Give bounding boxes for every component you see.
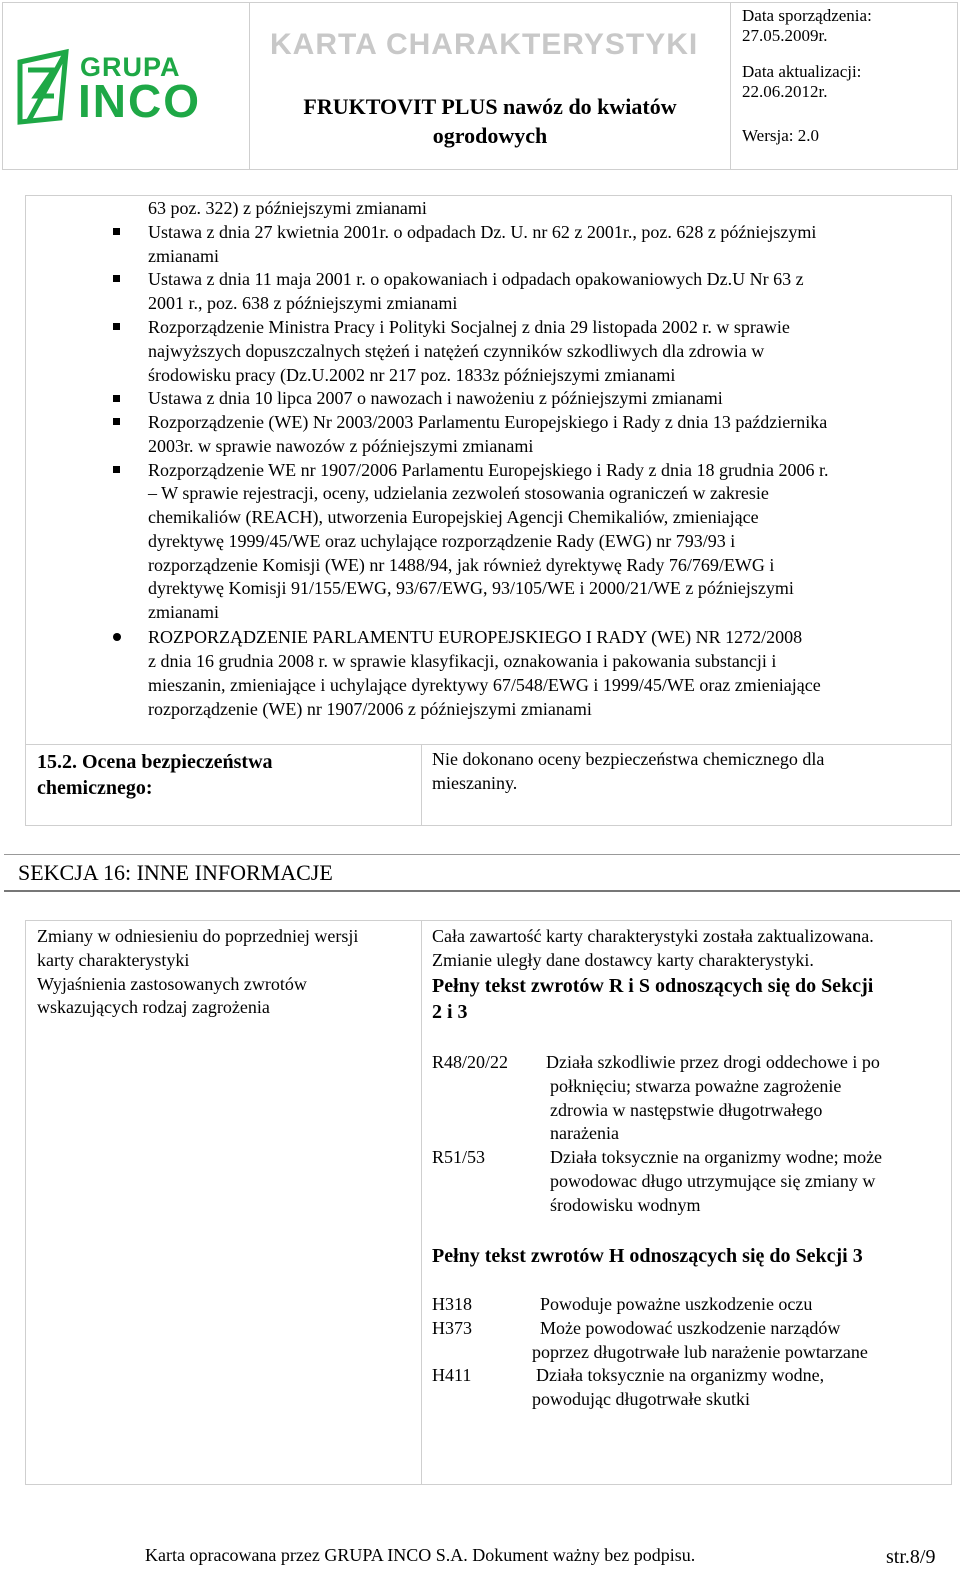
bullet-square (113, 395, 120, 402)
r-phrase-code: R48/20/22 (432, 1052, 509, 1072)
bullet-dot (113, 633, 121, 641)
version-label: Wersja: (742, 126, 794, 145)
regulation-line: dyrektywę 1999/45/WE oraz uchylające rozporządzenie Rady (EWG) nr 793/93 i (148, 531, 736, 551)
regulation-line: rozporządzenie Komisji (WE) nr 1488/94, jak również dyrektywę Rady 76/769/EWG i (148, 555, 775, 575)
bullet-square (113, 323, 120, 330)
section-15-2-label: 15.2. Ocena bezpieczeństwa chemicznego: (37, 751, 273, 799)
regulation-line: 2003r. w sprawie nawozów z późniejszymi zmianami (148, 436, 534, 456)
regulation-line: zmianami (148, 246, 219, 266)
regulation-line: zmianami (148, 602, 219, 622)
updated-date: 22.06.2012r. (742, 82, 828, 101)
regulation-line: Rozporządzenie Ministra Pracy i Polityki Socjalnej z dnia 29 listopada 2002 r. w sprawie (148, 317, 790, 337)
section-15-2-value: Nie dokonano oceny bezpieczeństwa chemicznego dla mieszaniny. (432, 749, 825, 793)
h-phrase-code: H373 (432, 1318, 472, 1338)
explanations-label: wskazujących rodzaj zagrożenia (37, 997, 270, 1018)
h-phrase-text: Powoduje poważne uszkodzenie oczu (540, 1294, 813, 1314)
regulation-line: ROZPORZĄDZENIE PARLAMENTU EUROPEJSKIEGO I RADY (WE) NR 1272/2008 (148, 627, 803, 647)
regulation-line: mieszanin, zmieniające i uchylające dyrektywy 67/548/EWG i 1999/45/WE oraz zmieniające (148, 675, 821, 695)
changes-label: karty charakterystyki (37, 949, 190, 970)
h-phrase-text: Działa toksycznie na organizmy wodne, powodując długotrwałe skutki (532, 1365, 825, 1409)
regulation-line: z dnia 16 grudnia 2008 r. w sprawie klasyfikacji, oznakowania i pakowania substancji i (148, 651, 777, 671)
bullet-square (113, 466, 120, 473)
updated-label: Data aktualizacji: (742, 62, 862, 81)
changes-text: Cała zawartość karty charakterystyki została zaktualizowana. Zmianie uległy dane dostawcy karty charakterystyki. (432, 926, 874, 970)
product-name (252, 92, 728, 150)
bullet-square (113, 228, 120, 235)
h-phrases-heading: Pełny tekst zwrotów H odnoszących się do Sekcji 3 (432, 1245, 863, 1267)
h-phrase-code: H411 (432, 1365, 472, 1385)
explanations-label: Wyjaśnienia zastosowanych zwrotów (37, 973, 307, 994)
regulation-line: Rozporządzenie (WE) Nr 2003/2003 Parlamentu Europejskiego i Rady z dnia 13 października (148, 412, 828, 432)
regulation-line: dyrektywę Komisji 91/155/EWG, 93/67/EWG, 93/105/WE i 2000/21/WE z późniejszymi (148, 578, 794, 598)
regulation-line: środowisku pracy (Dz.U.2002 nr 217 poz. 1833z późniejszymi zmianami (148, 365, 676, 385)
document-title: KARTA CHARAKTERYSTYKI (270, 28, 699, 61)
changes-label: Zmiany w odniesieniu do poprzedniej wersji (37, 926, 359, 946)
product-name-line2: ogrodowych (432, 123, 548, 148)
product-name-line1: FRUKTOVIT PLUS nawóz do kwiatów (303, 94, 677, 119)
regulation-line: rozporządzenie (WE) nr 1907/2006 z późniejszymi zmianami (148, 699, 592, 719)
regulation-line: Ustawa z dnia 27 kwietnia 2001r. o odpadach Dz. U. nr 62 z 2001r., poz. 628 z późniejszymi (148, 222, 817, 242)
company-logo (14, 48, 236, 128)
regulation-line: – W sprawie rejestracji, oceny, udzielania zezwoleń stosowania ograniczeń w zakresie (148, 483, 769, 503)
created-date: 27.05.2009r. (742, 26, 828, 45)
regulation-line: 2001 r., poz. 638 z późniejszymi zmianami (148, 293, 458, 313)
regulation-line: Rozporządzenie WE nr 1907/2006 Parlamentu Europejskiego i Rady z dnia 18 grudnia 2006 r. (148, 460, 829, 480)
version-value: 2.0 (797, 126, 819, 145)
section-16-left-labels (37, 925, 358, 1020)
regulation-line: 63 poz. 322) z późniejszymi zmianami (148, 198, 427, 218)
footer-note: Karta opracowana przez GRUPA INCO S.A. Dokument ważny bez podpisu. (145, 1545, 696, 1565)
r-phrase-text: Działa toksycznie na organizmy wodne; może powodowac długo utrzymujące się zmiany w środowisku wodnym (550, 1147, 883, 1215)
rs-phrases-heading: Pełny tekst zwrotów R i S odnoszących się do Sekcji 2 i 3 (432, 975, 874, 1023)
regulation-line: Ustawa z dnia 10 lipca 2007 o nawozach i nawożeniu z późniejszymi zmianami (148, 388, 723, 408)
logo-text-grupa: GRUPA (80, 52, 181, 82)
regulation-line: Ustawa z dnia 11 maja 2001 r. o opakowaniach i odpadach opakowaniowych Dz.U Nr 63 z (148, 269, 804, 289)
bullet-square (113, 418, 120, 425)
bullet-square (113, 275, 120, 282)
regulation-line: najwyższych dopuszczalnych stężeń i natężeń czynników szkodliwych dla zdrowia w (148, 341, 765, 361)
r-phrase-code: R51/53 (432, 1147, 486, 1167)
created-label: Data sporządzenia: (742, 6, 872, 25)
h-phrase-text: Może powodować uszkodzenie narządów poprzez długotrwałe lub narażenie powtarzane (532, 1318, 868, 1362)
logo-text-inco: INCO (78, 75, 201, 127)
regulation-line: chemikaliów (REACH), utworzenia Europejskiej Agencji Chemikaliów, zmieniające (148, 507, 759, 527)
page-number: str.8/9 (886, 1546, 936, 1568)
version-info (742, 126, 819, 146)
r-phrase-text: Działa szkodliwie przez drogi oddechowe i po połknięciu; stwarza poważne zagrożenie zdrowia w następstwie długotrwałego narażenia (546, 1052, 880, 1144)
section-16-heading: SEKCJA 16: INNE INFORMACJE (18, 860, 333, 885)
h-phrase-code: H318 (432, 1294, 472, 1314)
